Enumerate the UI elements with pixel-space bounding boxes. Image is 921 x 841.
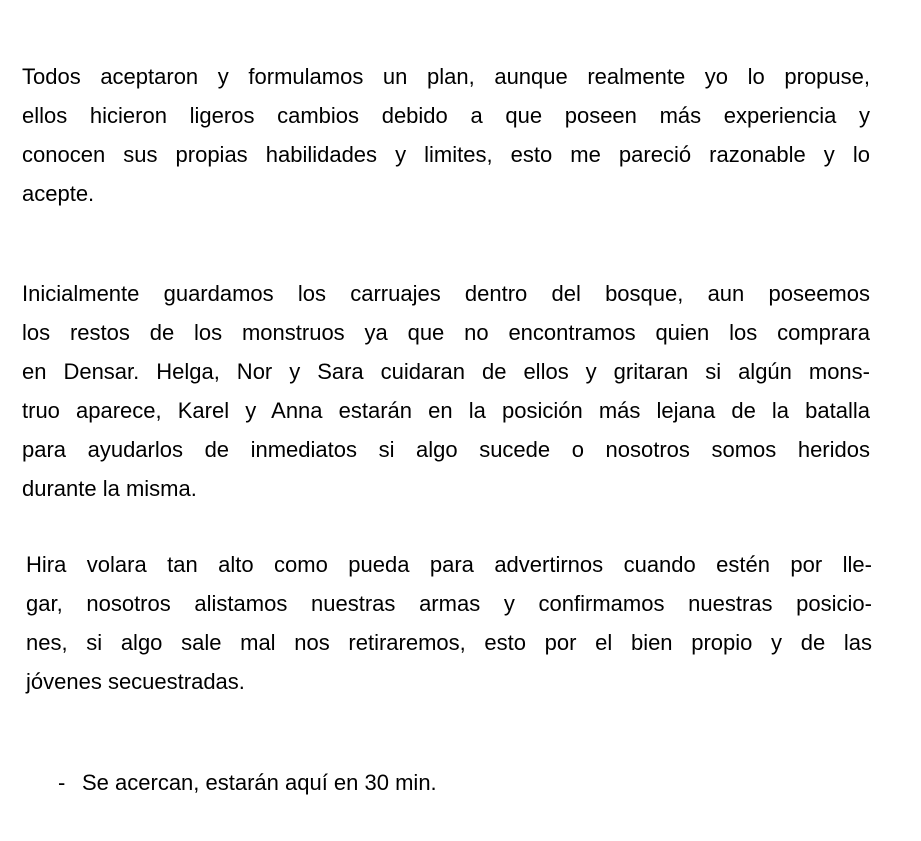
paragraph-line: conocen sus propias habilidades y limites, esto me pareció razonable y lo bbox=[22, 142, 870, 167]
paragraph-line: en Densar. Helga, Nor y Sara cuidaran de ellos y gritaran si algún mons- bbox=[22, 359, 870, 384]
dialogue-dash: - bbox=[58, 770, 66, 795]
paragraph-line: jóvenes secuestradas. bbox=[26, 669, 245, 694]
paragraph-line: gar, nosotros alistamos nuestras armas y confirmamos nuestras posicio- bbox=[26, 591, 872, 616]
paragraph-line: los restos de los monstruos ya que no encontramos quien los comprara bbox=[22, 320, 870, 345]
paragraph-line: acepte. bbox=[22, 181, 95, 206]
paragraph-line: nes, si algo sale mal nos retiraremos, esto por el bien propio y de las bbox=[26, 630, 872, 655]
paragraph-3 bbox=[26, 545, 872, 701]
paragraph-1 bbox=[22, 57, 870, 213]
paragraph-2 bbox=[22, 274, 870, 508]
paragraph-line: para ayudarlos de inmediatos si algo sucede o nosotros somos heridos bbox=[22, 437, 870, 462]
paragraph-line: ellos hicieron ligeros cambios debido a que poseen más experiencia y bbox=[22, 103, 870, 128]
dialogue-text: Se acercan, estarán aquí en 30 min. bbox=[82, 770, 437, 795]
dialogue-line bbox=[58, 763, 437, 802]
paragraph-line: Inicialmente guardamos los carruajes dentro del bosque, aun poseemos bbox=[22, 281, 870, 306]
paragraph-line: Hira volara tan alto como pueda para advertirnos cuando estén por lle- bbox=[26, 552, 872, 577]
paragraph-line: truo aparece, Karel y Anna estarán en la posición más lejana de la batalla bbox=[22, 398, 870, 423]
paragraph-line: Todos aceptaron y formulamos un plan, aunque realmente yo lo propuse, bbox=[22, 64, 870, 89]
paragraph-line: durante la misma. bbox=[22, 476, 197, 501]
